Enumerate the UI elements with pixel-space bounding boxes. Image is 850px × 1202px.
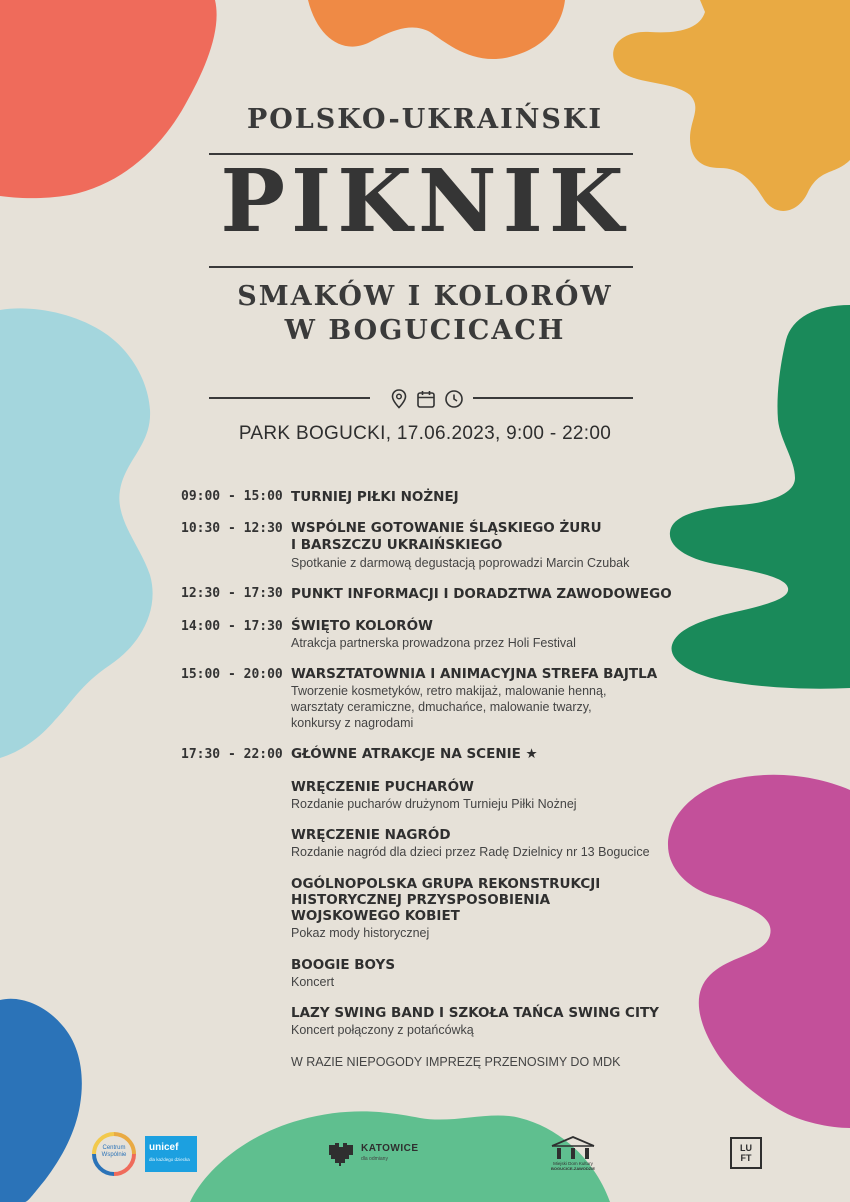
schedule-time: 09:00 - 15:00 — [181, 489, 283, 504]
schedule-title: PUNKT INFORMACJI I DORADZTWA ZAWODOWEGO — [291, 586, 672, 602]
mdk-name: Miejski Dom Kultury — [553, 1161, 593, 1166]
schedule-time: 17:30 - 22:00 — [181, 747, 283, 762]
schedule-description: Atrakcja partnerska prowadzona przez Holi Festival — [291, 636, 576, 650]
stage-item-description: Rozdanie nagród dla dzieci przez Radę Dzielnicy nr 13 Bogucice — [291, 845, 650, 859]
stage-item-title: WRĘCZENIE NAGRÓD — [291, 827, 451, 843]
schedule-title: WSPÓLNE GOTOWANIE ŚLĄSKIEGO ŻURU — [291, 520, 602, 536]
event-info-icons — [382, 386, 472, 412]
katowice-tagline: dla odmiany — [361, 1156, 388, 1162]
schedule-description: Tworzenie kosmetyków, retro makijaż, malowanie henną, — [291, 684, 607, 698]
katowice-wordmark: KATOWICE — [361, 1143, 419, 1154]
divider-right — [473, 397, 633, 399]
page-title: PIKNIK — [220, 151, 630, 252]
stage-item-title: OGÓLNOPOLSKA GRUPA REKONSTRUKCJI — [291, 876, 601, 892]
stage-item-description: Koncert połączony z potańcówką — [291, 1023, 474, 1037]
heart-pixel-icon — [327, 1141, 355, 1167]
schedule-title: WARSZTATOWNIA I ANIMACYJNA STREFA BAJTLA — [291, 666, 658, 682]
weather-note: W RAZIE NIEPOGODY IMPREZĘ PRZENOSIMY DO MDK — [291, 1055, 621, 1069]
building-icon — [548, 1134, 598, 1160]
stage-item-title: WRĘCZENIE PUCHARÓW — [291, 779, 474, 795]
divider-bottom — [209, 266, 633, 268]
schedule-title: GŁÓWNE ATRAKCJE NA SCENIE ★ — [291, 746, 538, 762]
logo1-line-a: Centrum — [102, 1145, 126, 1151]
schedule-title: I BARSZCZU UKRAIŃSKIEGO — [291, 537, 503, 553]
schedule-title: ŚWIĘTO KOLORÓW — [291, 618, 433, 634]
stage-item-description: Pokaz mody historycznej — [291, 926, 430, 940]
schedule-description: Spotkanie z darmową degustacją poprowadzi Marcin Czubak — [291, 556, 630, 570]
stage-item-title: HISTORYCZNEJ PRZYSPOSOBIENIA — [291, 892, 551, 908]
unicef-tagline: dla każdego dziecka — [149, 1157, 190, 1162]
header-subtitle — [0, 280, 850, 348]
schedule-description: konkursy z nagrodami — [291, 716, 414, 730]
clock-icon — [444, 389, 464, 409]
schedule-time: 14:00 - 17:30 — [181, 619, 283, 634]
stage-item-description: Koncert — [291, 975, 335, 989]
stage-item-title: BOOGIE BOYS — [291, 957, 396, 973]
location-pin-icon — [390, 389, 408, 409]
luft-wordmark: LU FT — [740, 1143, 752, 1163]
schedule-time: 15:00 - 20:00 — [181, 667, 283, 682]
logo1-line-b: Wspólnie — [101, 1152, 127, 1158]
schedule-title: TURNIEJ PIŁKI NOŻNEJ — [291, 489, 459, 505]
header-top-line: POLSKO-UKRAIŃSKI — [246, 104, 604, 135]
mdk-district: BOGUCICE-ZAWODZIE — [551, 1166, 595, 1171]
logo-mdk — [548, 1134, 598, 1172]
header-sub-line-1: SMAKÓW I KOLORÓW — [237, 281, 613, 312]
divider-left — [209, 397, 370, 399]
stage-item-description: Rozdanie pucharów drużynom Turnieju Piłki Nożnej — [291, 797, 577, 811]
calendar-icon — [416, 389, 436, 409]
stage-item-title: WOJSKOWEGO KOBIET — [291, 908, 460, 924]
schedule-time: 10:30 - 12:30 — [181, 521, 283, 536]
logo-katowice — [327, 1139, 427, 1169]
stage-item-title: LAZY SWING BAND I SZKOŁA TAŃCA SWING CITY — [291, 1005, 659, 1021]
event-venue-date: PARK BOGUCKI, 17.06.2023, 9:00 - 22:00 — [238, 423, 612, 444]
logo-unicef — [145, 1136, 197, 1172]
schedule-time: 12:30 - 17:30 — [181, 586, 283, 601]
unicef-wordmark: unicef — [149, 1142, 179, 1153]
schedule-description: warsztaty ceramiczne, dmuchańce, malowanie twarzy, — [291, 700, 592, 714]
logo-luft — [730, 1137, 762, 1169]
logo-centrum-wspolnie — [90, 1130, 138, 1178]
header-sub-line-2: W BOGUCICACH — [284, 315, 566, 346]
